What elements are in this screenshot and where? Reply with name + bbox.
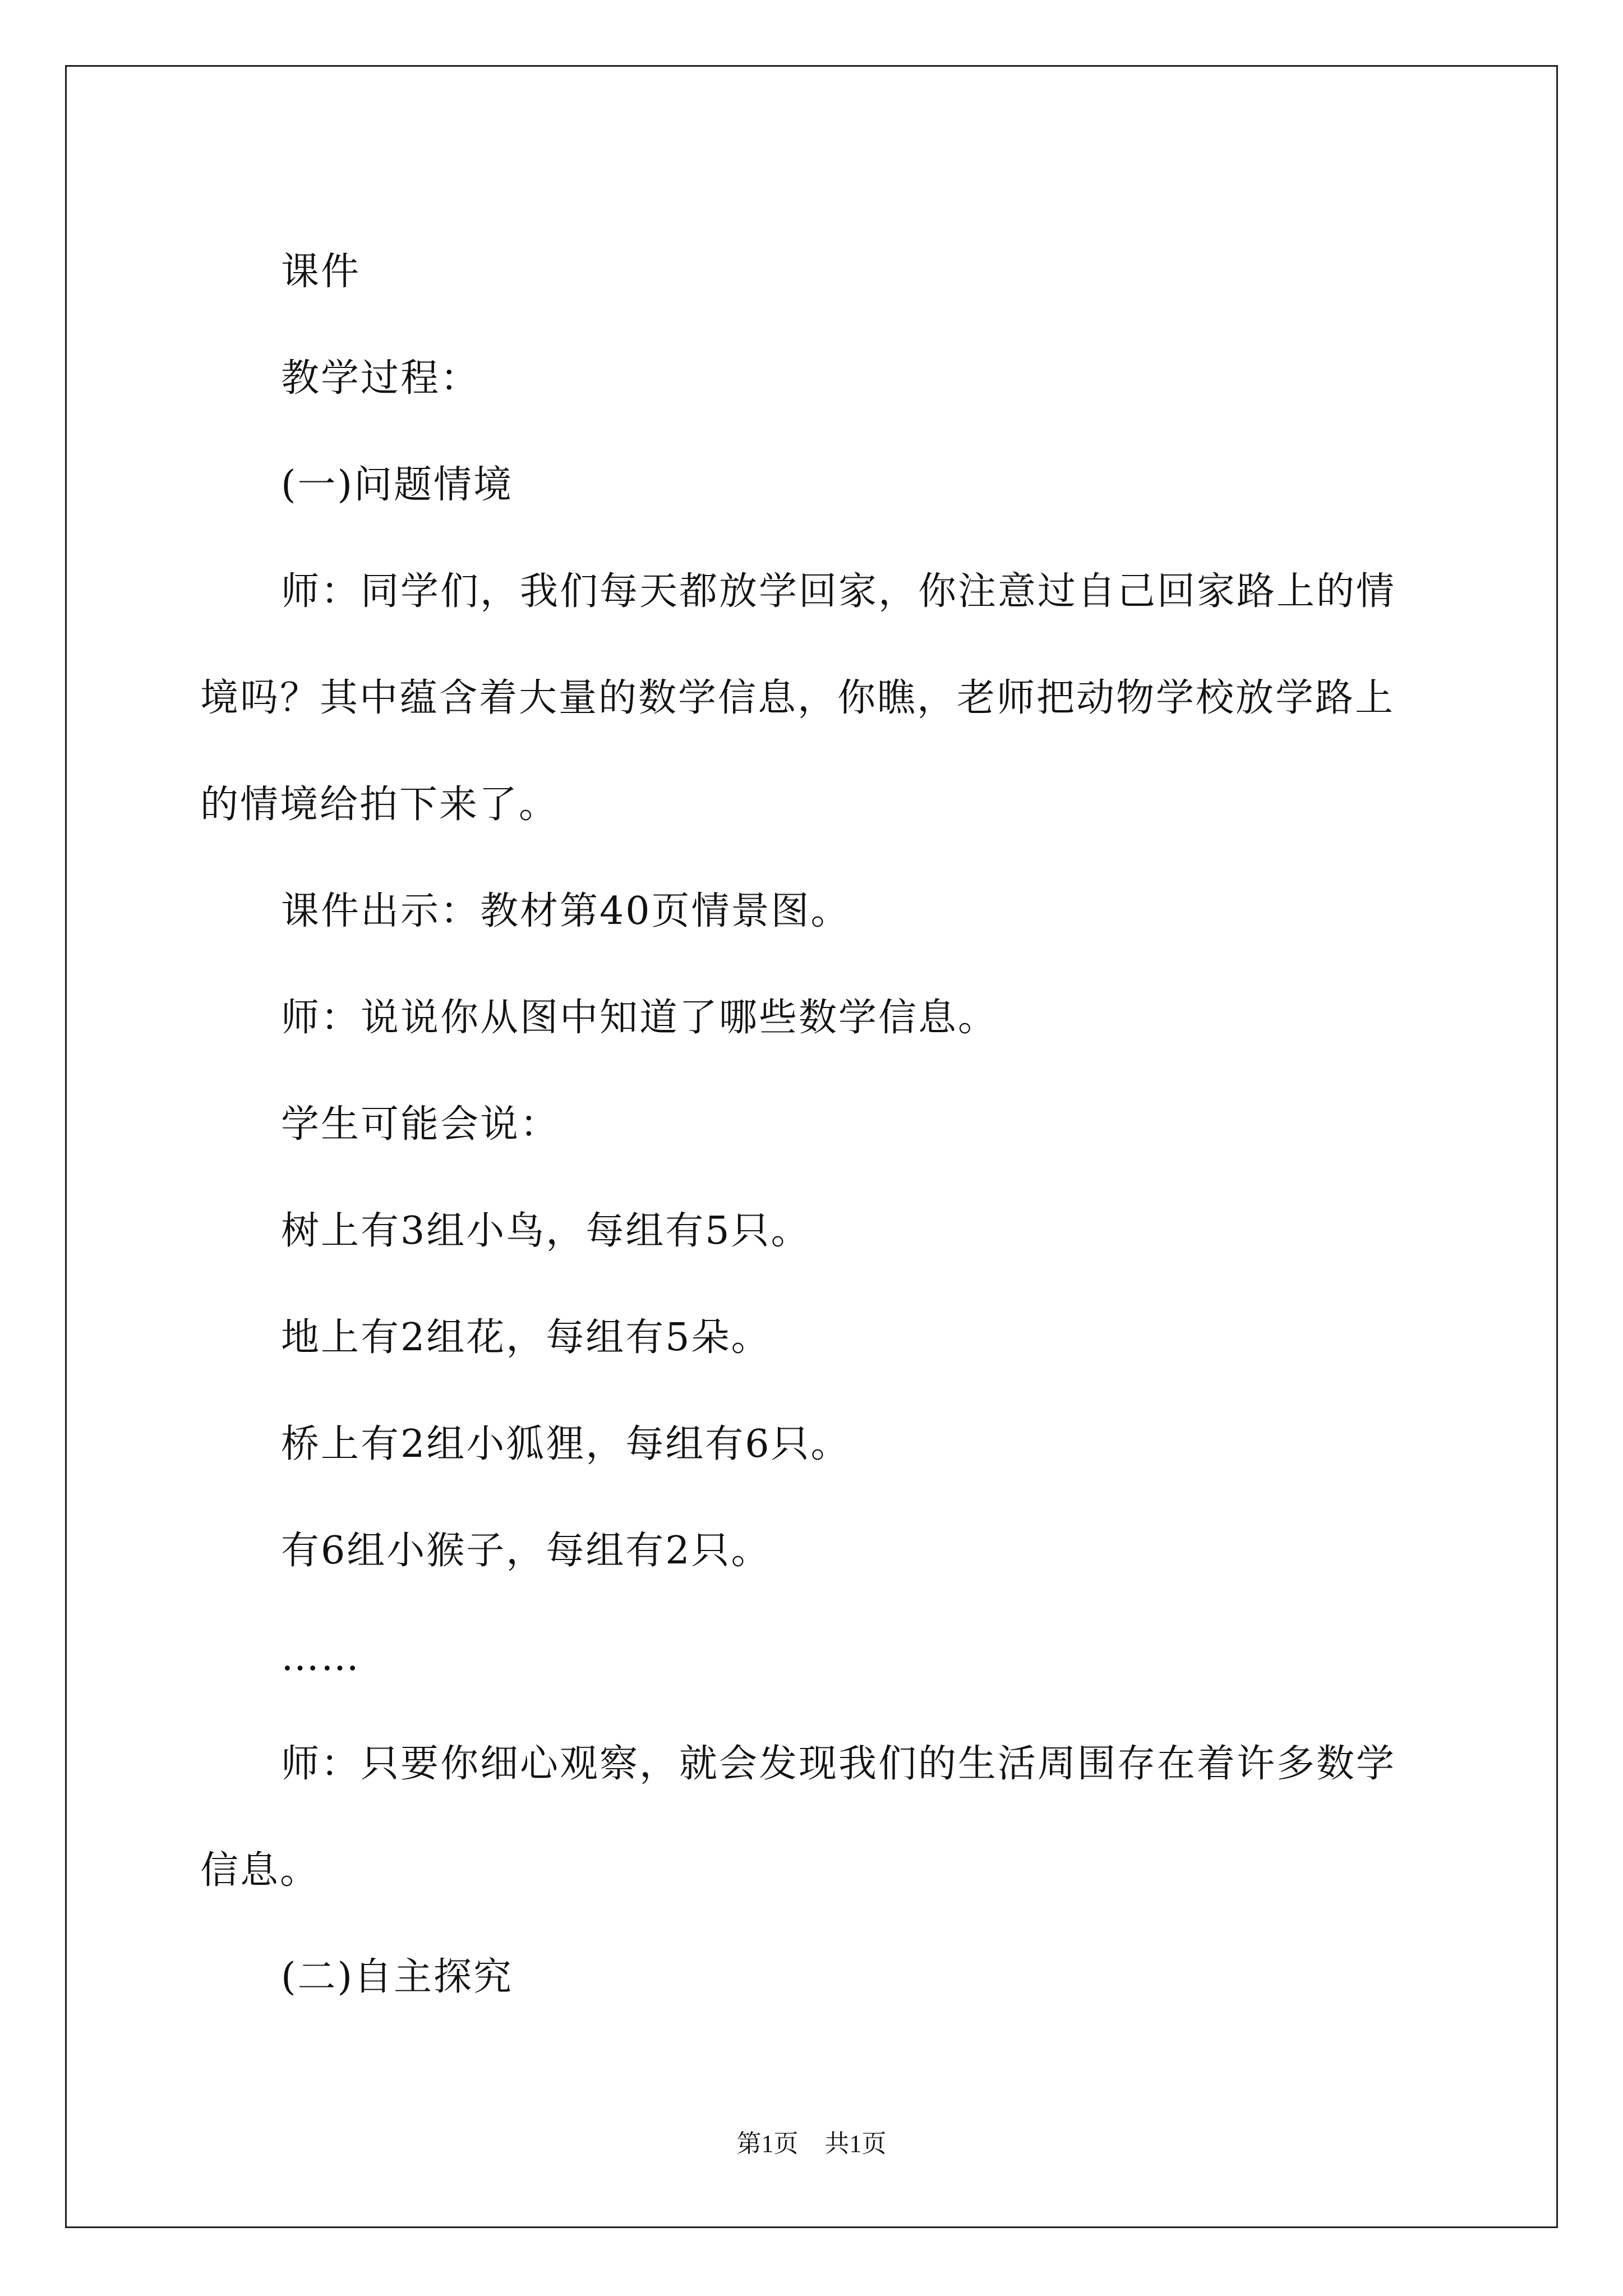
page-total: 共1页 bbox=[824, 2130, 887, 2157]
paragraph-teaching-process: 教学过程： bbox=[281, 356, 481, 401]
page-number: 第1页 bbox=[736, 2130, 799, 2157]
paragraph-monkeys: 有6组小猴子，每组有2只。 bbox=[281, 1529, 771, 1573]
paragraph-foxes: 桥上有2组小狐狸，每组有6只。 bbox=[281, 1422, 851, 1466]
paragraph-section-2: (二)自主探究 bbox=[281, 1955, 514, 1999]
paragraph-teacher-intro: 师：同学们，我们每天都放学回家，你注意过自己回家路上的情境吗？其中蕴含着大量的数学信息，你瞧，老师把动物学校放学路上的情境给拍下来了。 bbox=[200, 569, 1396, 827]
paragraph-teacher-question: 师：说说你从图中知道了哪些数学信息。 bbox=[281, 996, 998, 1040]
page-footer bbox=[0, 2123, 1623, 2159]
paragraph-show-figure: 课件出示：教材第40页情景图。 bbox=[281, 889, 851, 933]
paragraph-birds: 树上有3组小鸟，每组有5只。 bbox=[281, 1209, 811, 1253]
paragraph-students-may-say: 学生可能会说： bbox=[281, 1102, 560, 1147]
paragraph-teacher-summary: 师：只要你细心观察，就会发现我们的生活周围存在着许多数学信息。 bbox=[200, 1742, 1396, 1893]
paragraph-flowers: 地上有2组花，每组有5朵。 bbox=[281, 1315, 771, 1360]
paragraph-ellipsis: …… bbox=[281, 1635, 361, 1680]
document-body bbox=[200, 219, 1428, 2031]
paragraph-section-1: (一)问题情境 bbox=[281, 463, 514, 507]
paragraph-heading-courseware: 课件 bbox=[281, 250, 361, 294]
